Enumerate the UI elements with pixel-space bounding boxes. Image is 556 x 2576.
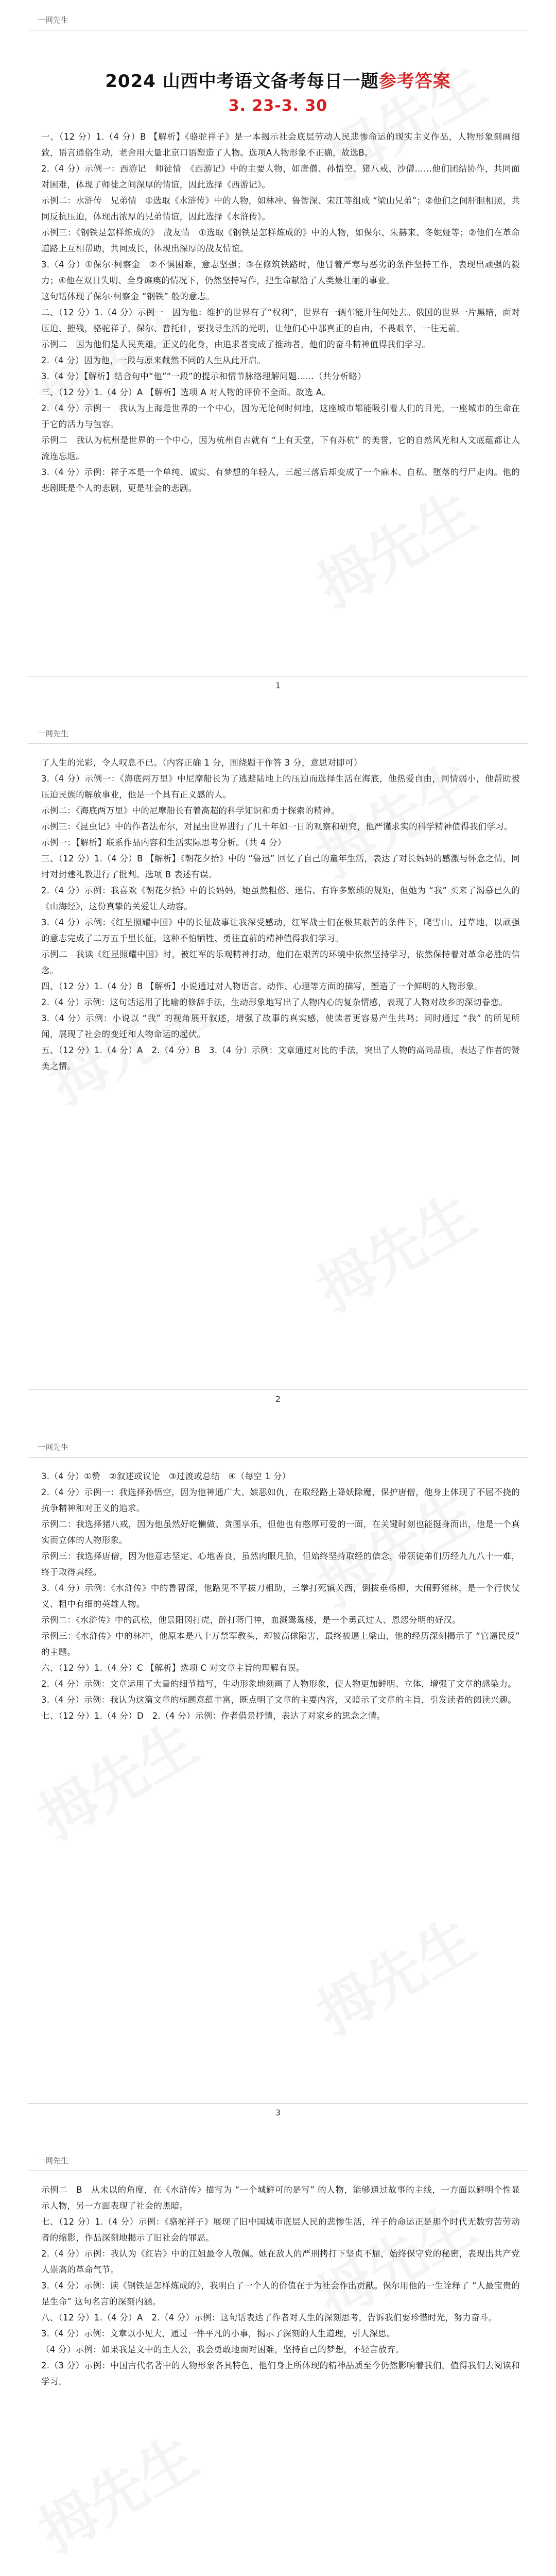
answer-paragraph: （4 分）示例：如果我是文中的主人公，我会勇敢地面对困难，坚持自己的梦想，不轻言放弃。 [41, 2345, 405, 2354]
header-label: 一网先生 [38, 15, 69, 25]
answer-paragraph: 2.（4 分）因为他，一段与原来截然不同的人生从此开启。 [41, 355, 266, 365]
answer-paragraph: 3.（4 分）①赞 ②叙述或议论 ③过渡或总结 ④（每空 1 分） [41, 1471, 291, 1481]
answer-paragraph: 2.（4 分）示例：这句话运用了比喻的修辞手法，生动形象地写出了人物内心的复杂情感，表现了人物对故乡的深切眷恋。 [41, 997, 508, 1007]
page-number: 2 [275, 1394, 281, 1404]
answer-paragraph: 2.（4 分）示例：我认为《红岩》中的江姐最令人敬佩。她在敌人的严刑拷打下坚贞不屈，始终保守党的秘密，表现出共产党人崇高的革命气节。 [41, 2249, 520, 2275]
answer-paragraph: 示例三：《水浒传》中的林冲，他原本是八十万禁军教头，却被高俅陷害，最终被逼上梁山，他的经历深刻揭示了 “官逼民反” 的主题。 [41, 1631, 520, 1657]
answer-paragraph: 3.（4 分）【解析】结合句中“他”“一段”的提示和情节脉络理解问题……（共分析略） [41, 371, 367, 381]
date-range: 3. 23-3. 30 [228, 97, 328, 115]
answer-paragraph: 三、（12 分）1.（4 分）A 【解析】选项 A 对人物的评价不全面。故选 A。 [41, 387, 331, 397]
answer-paragraph: 3.（4 分）示例：《红星照耀中国》中的长征故事让我深受感动，红军战士们在极其艰苦的条件下，爬雪山、过草地，以顽强的意志完成了二万五千里长征，这种不怕牺牲、勇往直前的精神值得我们学习。 [41, 918, 520, 943]
answer-body [41, 2182, 520, 2543]
answer-paragraph: 3.（4 分）①保尔·柯察金 ②不惧困难，意志坚强；③在修筑铁路时，他冒着严寒与恶劣的条件坚持工作，表现出顽强的毅力；④他在双目失明、全身瘫痪的情况下，仍然坚持写作，把生命献给了人类最壮丽的事业。 [41, 260, 520, 285]
answer-paragraph: 示例一：【解析】联系作品内容和生活实际思考分析。（共 4 分） [41, 838, 286, 848]
header-label: 一网先生 [38, 1443, 69, 1452]
page-header [28, 2150, 528, 2171]
answer-paragraph: 3.（4 分）示例一：《海底两万里》中尼摩船长为了逃避陆地上的压迫而选择生活在海底，他热爱自由，同情弱小，他帮助被压迫民族的解放事业，他是一个具有正义感的人。 [41, 774, 520, 800]
title-main: 2024 山西中考语文备考每日一题 [105, 71, 379, 92]
answer-paragraph: 3.（4 分）示例：文章以小见大，通过一件平凡的小事，揭示了深刻的人生道理，引人深思。 [41, 2329, 395, 2338]
answer-paragraph: 二、（12 分）1.（4 分）示例一 因为他：维护的世界有了“权利”，世界有一辆车能开往何处去。俄国的世界一片黑暗，面对压迫、摧残，骆驼祥子，保尔、普托什，要找寻生活的光明，让他们心中那真正的自由，不畏艰辛，一往无前。 [41, 308, 520, 333]
answer-paragraph: 示例二：水浒传 兄弟情 ①选取《水浒传》中的人物，如林冲、鲁智深、宋江等组成 “梁山兄弟”；②他们之间肝胆相照，共同反抗压迫，体现出浓厚的兄弟情谊，因此选择《水浒传》。 [41, 196, 520, 222]
answer-paragraph: 示例二：我选择猪八戒，因为他虽然好吃懒做、贪图享乐，但他也有憨厚可爱的一面，在关键时刻也能挺身而出，他是一个真实而立体的人物形象。 [41, 1519, 520, 1545]
document-page-2 [0, 714, 556, 1419]
page-footer [28, 676, 528, 690]
answer-paragraph: 2.（4 分）示例：文章运用了大量的细节描写，生动形象地刻画了人物形象，使人物更加鲜明、立体，增强了文章的感染力。 [41, 1679, 517, 1689]
answer-paragraph: 3.（4 分）示例：读《钢铁是怎样炼成的》，我明白了一个人的价值在于为社会作出贡献。保尔用他的一生诠释了 “人最宝贵的是生命” 这句名言的深刻内涵。 [41, 2281, 520, 2307]
answer-paragraph: 示例三：《昆虫记》中的作者法布尔，对昆虫世界进行了几十年如一日的观察和研究，他严谨求实的科学精神值得我们学习。 [41, 822, 513, 832]
answer-paragraph: 3.（4 分）示例：祥子本是一个单纯、诚实、有梦想的年轻人，三起三落后却变成了一个麻木、自私、堕落的行尸走肉。他的悲剧既是个人的悲剧，更是社会的悲剧。 [41, 467, 520, 493]
answer-paragraph: 示例二 我读《红星照耀中国》时，被红军的乐观精神打动，他们在艰苦的环境中依然坚持学习，依然保持着对革命必胜的信念。 [41, 950, 520, 975]
answer-paragraph: 2.（4 分）示例一 我认为上海是世界的一个中心，因为无论何时何地，这座城市都能吸引着人们的目光，一座城市的生命在于它的活力与包容。 [41, 403, 520, 429]
answer-paragraph: 2.（4 分）示例一：我选择孙悟空，因为他神通广大、嫉恶如仇，在取经路上降妖除魔，保护唐僧，他身上体现了不屈不挠的抗争精神和对正义的追求。 [41, 1487, 520, 1513]
answer-paragraph: 五、（12 分）1.（4 分）A 2.（4 分）B 3.（4 分）示例：文章通过对比的手法，突出了人物的高尚品质，表达了作者的赞美之情。 [41, 1045, 520, 1071]
page-header [28, 9, 528, 30]
answer-paragraph: 了人生的光彩，令人叹息不已。（内容正确 1 分，围绕题干作答 3 分，意思对即可） [41, 758, 362, 768]
answer-paragraph: 2.（4 分）示例：我喜欢《朝花夕拾》中的长妈妈，她虽然粗俗、迷信、有许多繁琐的规矩，但她为 “我” 买来了渴慕已久的《山海经》，这份真挚的关爱让人动容。 [41, 886, 520, 911]
page-footer [28, 2103, 528, 2117]
answer-paragraph: 一、（12 分）1.（4 分）B 【解析】《骆驼祥子》是一本揭示社会底层劳动人民悲惨命运的现实主义作品，人物形象刻画细致，语言通俗生动，老舍用大量北京口语塑造了人物。选项A人物形象不正确，故选B。 [41, 132, 520, 158]
answer-paragraph: 四、（12 分）1.（4 分）B 【解析】小说通过对人物语言、动作、心理等方面的描写，塑造了一个鲜明的人物形象。 [41, 981, 483, 991]
answer-paragraph: 七、（12 分）1.（4 分）D 2.（4 分）示例：作者借景抒情，表达了对家乡的思念之情。 [41, 1711, 386, 1721]
answer-paragraph: 三、（12 分）1.（4 分）B 【解析】《朝花夕拾》中的 “鲁迅” 回忆了自己的童年生活，表达了对长妈妈的感激与怀念之情，同时对封建礼教进行了批判。选项 B 表述有误。 [41, 854, 520, 879]
page-number: 3 [275, 2108, 281, 2117]
document-page-4 [0, 2141, 556, 2576]
answer-paragraph: 这句话体现了保尔·柯察金 “钢铁” 般的意志。 [41, 292, 215, 301]
answer-paragraph: 示例三：我选择唐僧，因为他意志坚定、心地善良，虽然肉眼凡胎，但始终坚持取经的信念，带领徒弟们历经九九八十一难，终于取得真经。 [41, 1551, 520, 1577]
title-accent: 参考答案 [378, 71, 451, 92]
page-header [28, 723, 528, 744]
answer-paragraph: 2.（3 分）示例：中国古代名著中的人物形象各具特色，他们身上所体现的精神品质至今仍然影响着我们，值得我们去阅读和学习。 [41, 2361, 520, 2386]
answer-paragraph: 示例二：《海底两万里》中的尼摩船长有着高超的科学知识和勇于探索的精神。 [41, 806, 340, 816]
answer-body [41, 129, 520, 665]
answer-paragraph: 六、（12 分）1.（4 分）C 【解析】选项 C 对文章主旨的理解有误。 [41, 1663, 305, 1673]
answer-paragraph: 3.（4 分）示例：我认为这篇文章的标题意蕴丰富，既点明了文章的主要内容，又暗示了文章的主旨，引发读者的阅读兴趣。 [41, 1695, 517, 1705]
page-header [28, 1436, 528, 1458]
answer-paragraph: 示例三：《钢铁是怎样炼成的》 战友情 ①选取《钢铁是怎样炼成的》中的人物，如保尔、朱赫来、冬妮娅等；②他们在革命道路上互相帮助，共同成长，体现出深厚的战友情谊。 [41, 228, 520, 253]
answer-paragraph: 七、（12 分）1.（4 分）示例：《骆驼祥子》展现了旧中国城市底层人民的悲惨生活，祥子的命运正是那个时代无数穷苦劳动者的缩影，作品深刻地揭示了旧社会的罪恶。 [41, 2217, 520, 2243]
document-page-1 [0, 0, 556, 706]
answer-paragraph: 示例二 我认为杭州是世界的一个中心，因为杭州自古就有 “上有天堂，下有苏杭” 的美誉，它的自然风光和人文底蕴都让人流连忘返。 [41, 435, 520, 461]
document-page-3 [0, 1427, 556, 2133]
document-title [0, 67, 556, 92]
header-label: 一网先生 [38, 2156, 69, 2165]
answer-body [41, 755, 520, 1378]
answer-paragraph: 3.（4 分）示例：小说以 “我” 的视角展开叙述，增强了故事的真实感，使读者更容易产生共鸣；同时通过 “我” 的所见所闻，展现了社会的变迁和人物命运的起伏。 [41, 1013, 520, 1039]
header-label: 一网先生 [38, 729, 69, 738]
page-number: 1 [275, 681, 281, 690]
answer-paragraph: 2.（4 分）示例一：西游记 师徒情 《西游记》中的主要人物，如唐僧、孙悟空、猪八戒、沙僧……他们团结协作，共同面对困难，体现了师徒之间深厚的情谊，因此选择《西游记》。 [41, 164, 520, 190]
answer-paragraph: 示例二 因为他们是人民英雄，正义的化身，由追求者变成了推动者，他们的奋斗精神值得我们学习。 [41, 340, 430, 349]
answer-paragraph: 八、（12 分）1.（4 分）A 2.（4 分）示例：这句话表达了作者对人生的深刻思考，告诉我们要珍惜时光，努力奋斗。 [41, 2313, 497, 2323]
answer-paragraph: 3.（4 分）示例：《水浒传》中的鲁智深，他路见不平拔刀相助，三拳打死镇关西，倒拔垂杨柳，大闹野猪林，是一个行侠仗义、粗中有细的英雄人物。 [41, 1583, 520, 1609]
answer-paragraph: 示例二：《水浒传》中的武松，他景阳冈打虎，醉打蒋门神，血溅鸳鸯楼，是一个勇武过人、恩怨分明的好汉。 [41, 1615, 461, 1625]
answer-paragraph: 示例二 B 从未以的角度，在《水浒传》描写为 “一个城鲜可的是写” 的人物，能够通过故事的主线，一方面以鲜明个性显示人物，另一方面表现了社会的黑暗。 [41, 2185, 520, 2211]
page-footer [28, 1389, 528, 1404]
answer-body [41, 1468, 520, 2092]
